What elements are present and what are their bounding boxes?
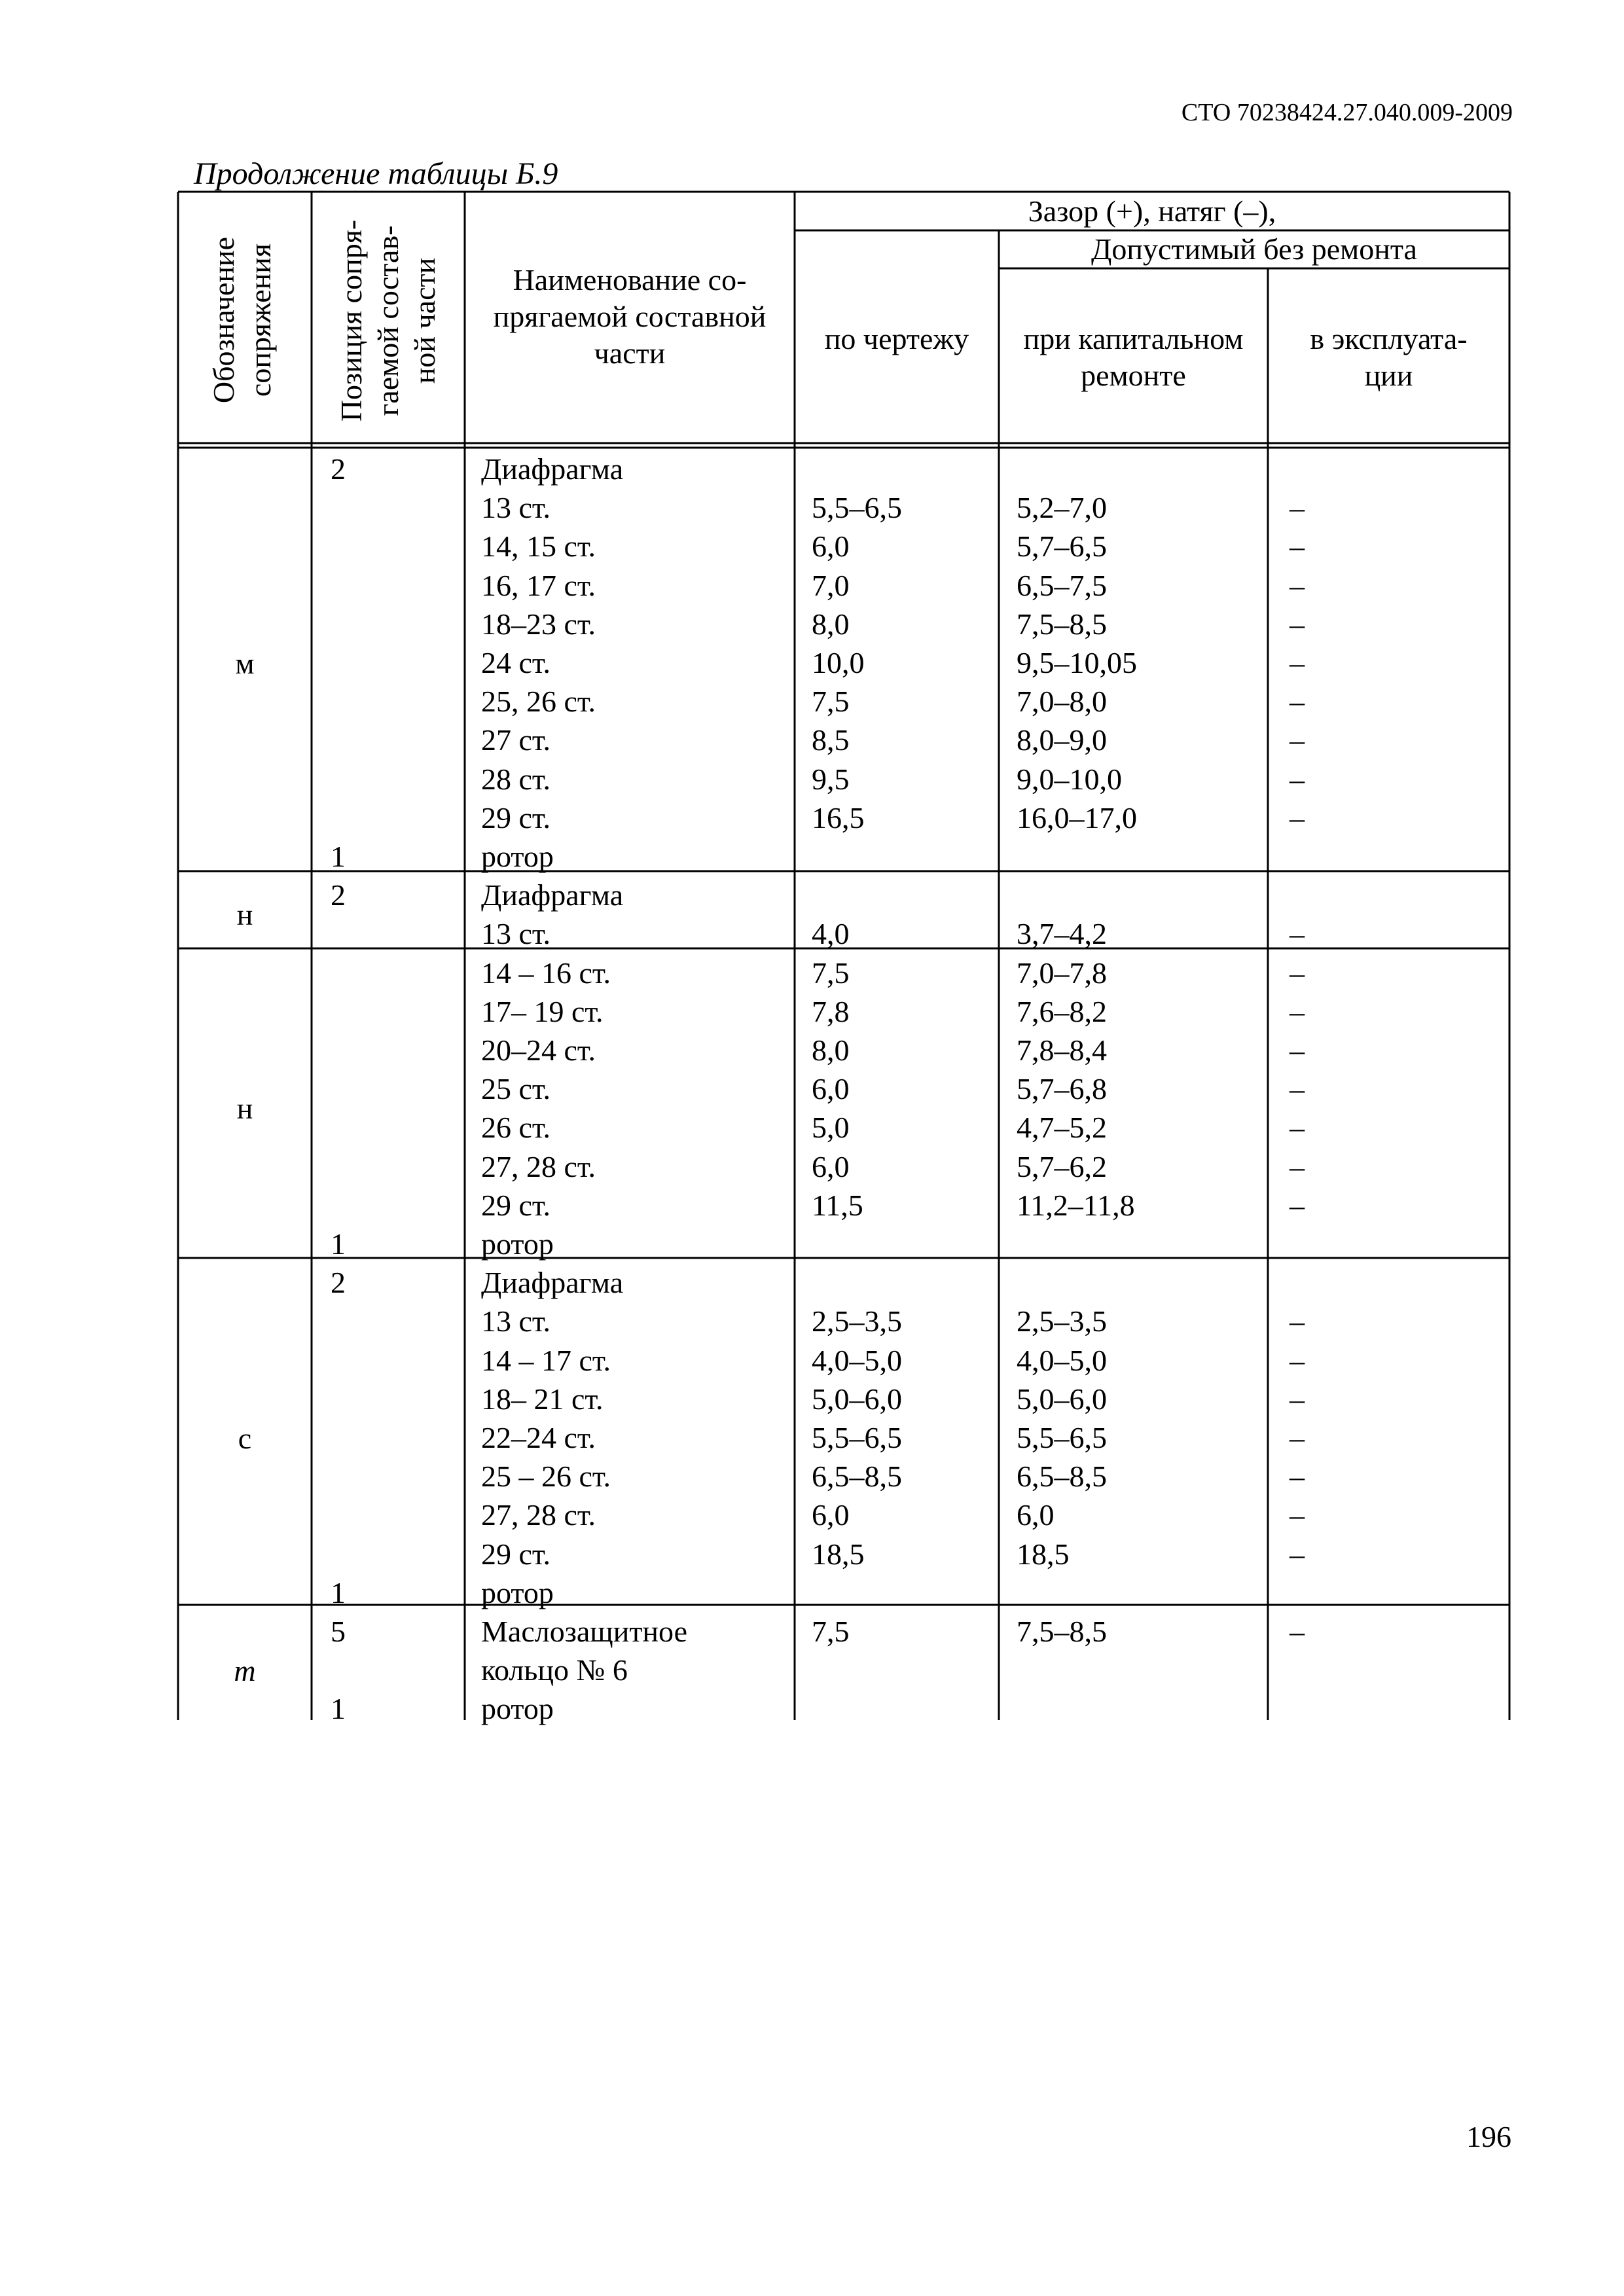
cell-drawing: 5,0–6,0	[812, 1382, 902, 1416]
cell-overhaul: 7,5–8,5	[1017, 1615, 1107, 1648]
cell-drawing: 7,0	[812, 568, 850, 602]
cell-drawing: 10,0	[812, 646, 865, 679]
cell-drawing: 2,5–3,5	[812, 1304, 902, 1338]
header-name: Наименование со- прягаемой составной части	[493, 263, 767, 370]
cell-overhaul: 6,5–8,5	[1017, 1460, 1107, 1494]
cell-drawing: 7,5	[812, 685, 850, 719]
cell-drawing: 8,0	[812, 1033, 850, 1067]
cell-name: 14 – 16 ст.	[481, 956, 611, 990]
cell-drawing: 8,0	[812, 607, 850, 641]
cell-operation: –	[1290, 1072, 1305, 1106]
cell-overhaul: 7,0–7,8	[1017, 956, 1107, 990]
cell-name: 26 ст.	[481, 1111, 551, 1145]
cell-pos: 1	[331, 1692, 346, 1726]
cell-operation: –	[1290, 723, 1305, 757]
cell-operation: –	[1290, 1304, 1305, 1338]
cell-name: 17– 19 ст.	[481, 994, 604, 1028]
cell-operation: –	[1290, 1111, 1305, 1145]
cell-name: 25, 26 ст.	[481, 685, 596, 719]
cell-operation: –	[1290, 994, 1305, 1028]
cell-overhaul: 16,0–17,0	[1017, 800, 1137, 834]
cell-operation: –	[1290, 568, 1305, 602]
cell-drawing: 6,0	[812, 1149, 850, 1183]
cell-pos: 5	[331, 1615, 346, 1648]
header-position: Позиция сопря- гаемой состав- ной части	[334, 219, 441, 422]
cell-pos: 2	[331, 878, 346, 912]
cell-operation: –	[1290, 607, 1305, 641]
cell-name: 18–23 ст.	[481, 607, 596, 641]
cell-operation: –	[1290, 1149, 1305, 1183]
cell-overhaul: 9,5–10,05	[1017, 646, 1137, 679]
cell-operation: –	[1290, 685, 1305, 719]
cell-name: 28 ст.	[481, 762, 551, 796]
cell-operation: –	[1290, 1498, 1305, 1532]
cell-name: 25 ст.	[481, 1072, 551, 1106]
designation-label: н	[236, 1092, 253, 1126]
designation-label: н	[236, 898, 253, 932]
cell-name: кольцо № 6	[481, 1653, 628, 1687]
cell-overhaul: 2,5–3,5	[1017, 1304, 1107, 1338]
cell-operation: –	[1290, 762, 1305, 796]
cell-drawing: 8,5	[812, 723, 850, 757]
header-overhaul: при капитальном ремонте	[1023, 322, 1244, 392]
designation-label: т	[234, 1653, 256, 1687]
cell-overhaul: 9,0–10,0	[1017, 762, 1122, 796]
cell-drawing: 5,0	[812, 1111, 850, 1145]
cell-name: 29 ст.	[481, 800, 551, 834]
cell-drawing: 6,0	[812, 1498, 850, 1532]
cell-operation: –	[1290, 917, 1305, 951]
cell-drawing: 5,5–6,5	[812, 491, 902, 525]
document-code: СТО 70238424.27.040.009-2009	[1181, 99, 1513, 126]
cell-name: Маслозащитное	[481, 1615, 688, 1648]
cell-overhaul: 11,2–11,8	[1017, 1188, 1135, 1222]
cell-pos: 1	[331, 1575, 346, 1609]
cell-name: ротор	[481, 840, 554, 873]
cell-name: 24 ст.	[481, 646, 551, 679]
cell-drawing: 16,5	[812, 800, 865, 834]
cell-name: Диафрагма	[481, 452, 624, 486]
cell-pos: 2	[331, 1266, 346, 1300]
header-gap-group: Зазор (+), натяг (–),	[1028, 194, 1276, 228]
header-operation: в эксплуата- ции	[1310, 322, 1468, 392]
cell-overhaul: 8,0–9,0	[1017, 723, 1107, 757]
cell-overhaul: 5,7–6,8	[1017, 1072, 1107, 1106]
cell-overhaul: 5,7–6,2	[1017, 1149, 1107, 1183]
cell-name: 20–24 ст.	[481, 1033, 596, 1067]
cell-operation: –	[1290, 491, 1305, 525]
cell-name: 27, 28 ст.	[481, 1149, 596, 1183]
cell-overhaul: 18,5	[1017, 1537, 1070, 1571]
cell-overhaul: 7,0–8,0	[1017, 685, 1107, 719]
cell-name: 27 ст.	[481, 723, 551, 757]
cell-operation: –	[1290, 800, 1305, 834]
cell-drawing: 11,5	[812, 1188, 863, 1222]
cell-name: 13 ст.	[481, 491, 551, 525]
cell-operation: –	[1290, 1615, 1305, 1648]
cell-name: 25 – 26 ст.	[481, 1460, 611, 1494]
cell-name: ротор	[481, 1227, 554, 1261]
cell-name: 29 ст.	[481, 1537, 551, 1571]
cell-drawing: 7,8	[812, 994, 850, 1028]
cell-drawing: 6,0	[812, 529, 850, 564]
cell-pos: 2	[331, 452, 346, 486]
cell-overhaul: 6,5–7,5	[1017, 568, 1107, 602]
cell-name: 14 – 17 ст.	[481, 1343, 611, 1377]
cell-operation: –	[1290, 1537, 1305, 1571]
cell-name: 29 ст.	[481, 1188, 551, 1222]
cell-drawing: 6,5–8,5	[812, 1460, 902, 1494]
cell-drawing: 9,5	[812, 762, 850, 796]
header-drawing: по чертежу	[824, 322, 969, 355]
cell-overhaul: 7,6–8,2	[1017, 994, 1107, 1028]
designation-label: м	[235, 646, 255, 680]
cell-pos: 1	[331, 840, 346, 873]
cell-overhaul: 5,5–6,5	[1017, 1421, 1107, 1454]
cell-name: ротор	[481, 1692, 554, 1726]
cell-overhaul: 5,2–7,0	[1017, 491, 1107, 525]
page-number: 196	[1466, 2120, 1511, 2153]
cell-operation: –	[1290, 1460, 1305, 1494]
cell-name: Диафрагма	[481, 878, 624, 912]
header-allowed-group: Допустимый без ремонта	[1091, 232, 1417, 266]
cell-name: 18– 21 ст.	[481, 1382, 604, 1416]
cell-operation: –	[1290, 1421, 1305, 1454]
cell-name: 13 ст.	[481, 917, 551, 951]
cell-pos: 1	[331, 1227, 346, 1261]
cell-name: 16, 17 ст.	[481, 568, 596, 602]
cell-drawing: 7,5	[812, 1615, 850, 1648]
cell-operation: –	[1290, 529, 1305, 564]
cell-drawing: 18,5	[812, 1537, 865, 1571]
cell-name: 13 ст.	[481, 1304, 551, 1338]
cell-overhaul: 4,0–5,0	[1017, 1343, 1107, 1377]
cell-drawing: 6,0	[812, 1072, 850, 1106]
cell-name: ротор	[481, 1575, 554, 1609]
cell-overhaul: 5,7–6,5	[1017, 529, 1107, 564]
cell-overhaul: 7,8–8,4	[1017, 1033, 1107, 1067]
cell-overhaul: 6,0	[1017, 1498, 1055, 1532]
cell-operation: –	[1290, 956, 1305, 990]
cell-drawing: 7,5	[812, 956, 850, 990]
cell-operation: –	[1290, 1343, 1305, 1377]
cell-overhaul: 4,7–5,2	[1017, 1111, 1107, 1145]
cell-operation: –	[1290, 646, 1305, 679]
cell-overhaul: 7,5–8,5	[1017, 607, 1107, 641]
cell-drawing: 5,5–6,5	[812, 1421, 902, 1454]
cell-drawing: 4,0	[812, 917, 850, 951]
cell-overhaul: 5,0–6,0	[1017, 1382, 1107, 1416]
cell-operation: –	[1290, 1188, 1305, 1222]
cell-name: 22–24 ст.	[481, 1421, 596, 1454]
cell-operation: –	[1290, 1033, 1305, 1067]
table-caption: Продолжение таблицы Б.9	[194, 156, 558, 191]
cell-name: 27, 28 ст.	[481, 1498, 596, 1532]
cell-operation: –	[1290, 1382, 1305, 1416]
designation-label: с	[238, 1421, 252, 1455]
cell-name: Диафрагма	[481, 1266, 624, 1300]
cell-overhaul: 3,7–4,2	[1017, 917, 1107, 951]
cell-name: 14, 15 ст.	[481, 529, 596, 564]
header-designation: Обозначение сопряжения	[207, 236, 277, 404]
cell-drawing: 4,0–5,0	[812, 1343, 902, 1377]
